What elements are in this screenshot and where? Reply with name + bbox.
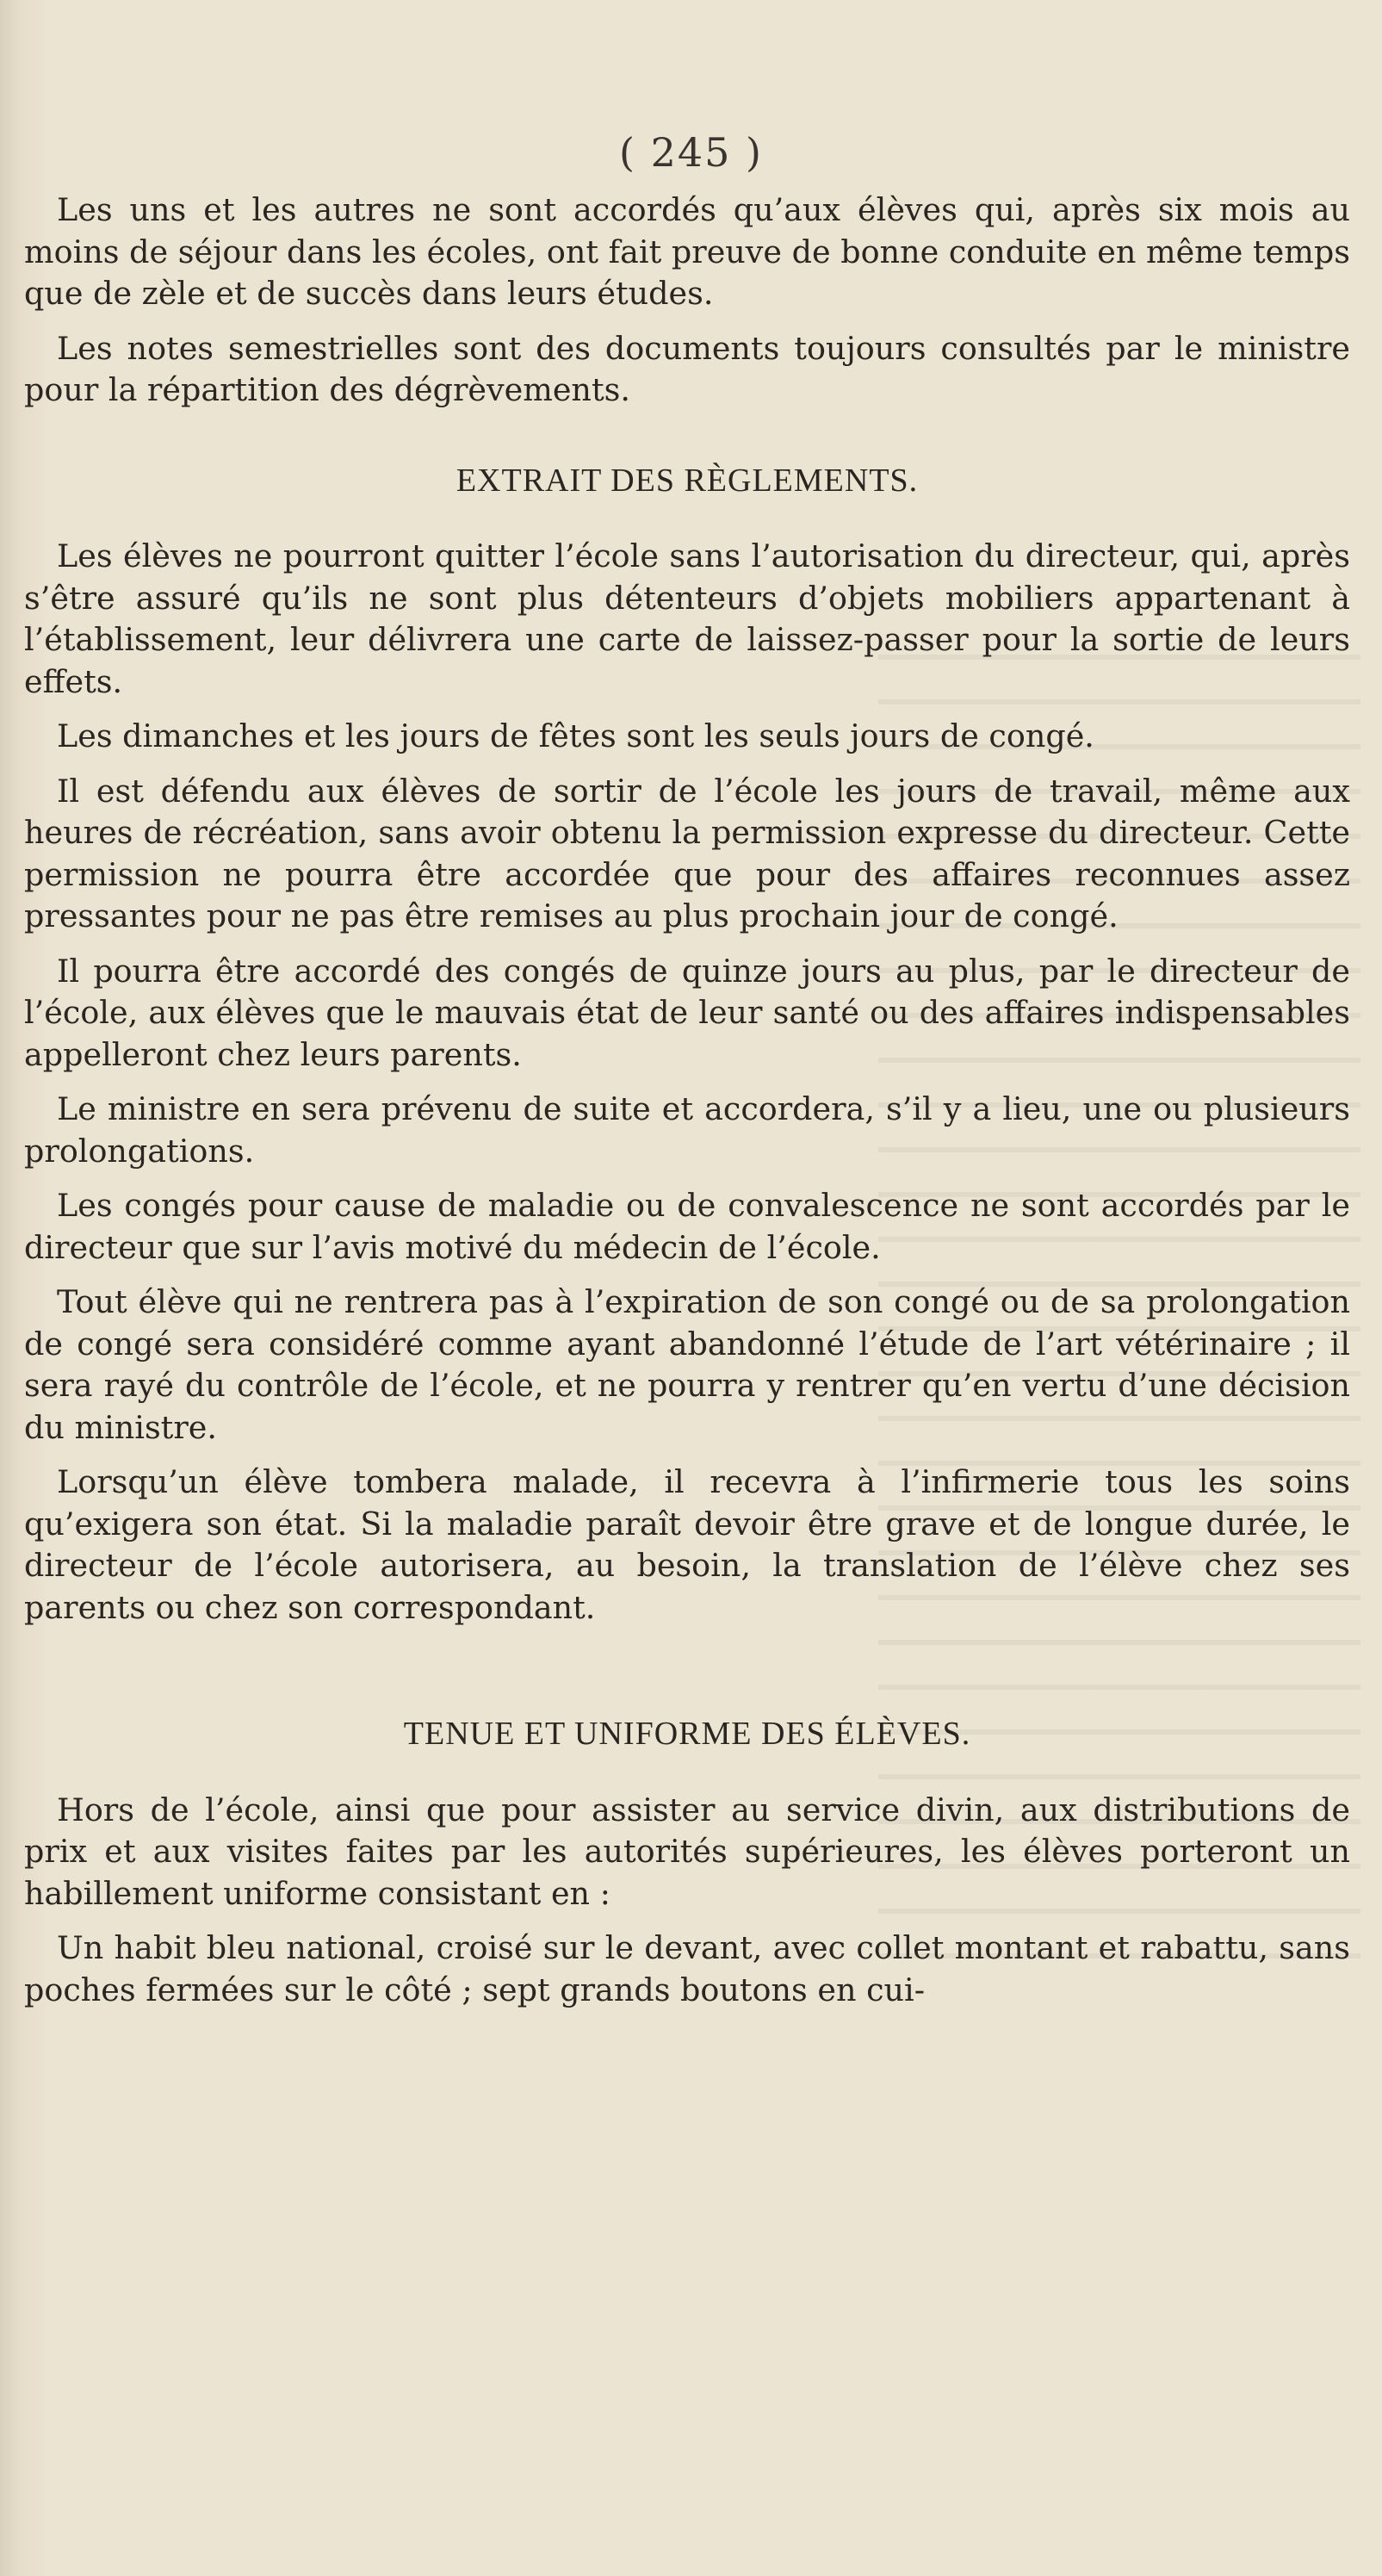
section-heading-tenue: TENUE ET UNIFORME DES ÉLÈVES. — [403, 1716, 971, 1752]
paragraph: Les dimanches et les jours de fêtes sont les seuls jours de congé. — [57, 717, 1094, 754]
page-number: ( 245 ) — [619, 129, 763, 176]
paragraph: Il est défendu aux élèves de sortir de l’école les jours de travail, même aux heures de récréation, sans avoir obtenu la permission expresse du directeur. Cette permission ne pourra être accordée que pour des affaires reconnues assez pressantes pour ne pas être remises au plus prochain jour de congé. — [24, 772, 1350, 934]
paragraph: Le ministre en sera prévenu de suite et accordera, s’il y a lieu, une ou plusieurs prolongations. — [24, 1090, 1350, 1170]
paragraph: Il pourra être accordé des congés de quinze jours au plus, par le directeur de l’école, aux élèves que le mauvais état de leur santé ou des affaires indispensables appelleront chez leurs parents. — [24, 952, 1350, 1073]
paragraph: Lorsqu’un élève tombera malade, il recevra à l’infirmerie tous les soins qu’exigera son état. Si la maladie paraît devoir être grave et de longue durée, le directeur de l’école autorisera, au besoin, la translation de l’élève chez ses parents ou chez son correspondant. — [24, 1463, 1350, 1626]
paragraph: Les uns et les autres ne sont accordés qu’aux élèves qui, après six mois au moins de séjour dans les écoles, ont fait preuve de bonne conduite en même temps que de zèle et de succès dans leurs études. — [24, 191, 1350, 312]
paragraph: Un habit bleu national, croisé sur le devant, avec collet montant et rabattu, sans poches fermées sur le côté ; sept grands boutons en cui- — [24, 1929, 1350, 2008]
section-heading-reglements: EXTRAIT DES RÈGLEMENTS. — [456, 462, 919, 499]
paragraph: Hors de l’école, ainsi que pour assister au service divin, aux distributions de prix et aux visites faites par les autorités supérieures, les élèves porteront un habillement uniforme consistant en : — [24, 1791, 1350, 1912]
paragraph: Tout élève qui ne rentrera pas à l’expiration de son congé ou de sa prolongation de congé sera considéré comme ayant abandonné l’étude de l’art vétérinaire ; il sera rayé du contrôle de l’école, et ne pourra y rentrer qu’en vertu d’une décision du ministre. — [24, 1283, 1350, 1446]
body-text — [24, 189, 1350, 2024]
paragraph: Les élèves ne pourront quitter l’école sans l’autorisation du directeur, qui, après s’être assuré qu’ils ne sont plus détenteurs d’objets mobiliers appartenant à l’établissement, leur délivrera une carte de laissez-passer pour la sortie de leurs effets. — [24, 537, 1350, 700]
paragraph: Les notes semestrielles sont des documents toujours consultés par le ministre pour la répartition des dégrèvements. — [24, 329, 1350, 408]
paragraph: Les congés pour cause de maladie ou de convalescence ne sont accordés par le directeur que sur l’avis motivé du médecin de l’école. — [24, 1187, 1350, 1266]
